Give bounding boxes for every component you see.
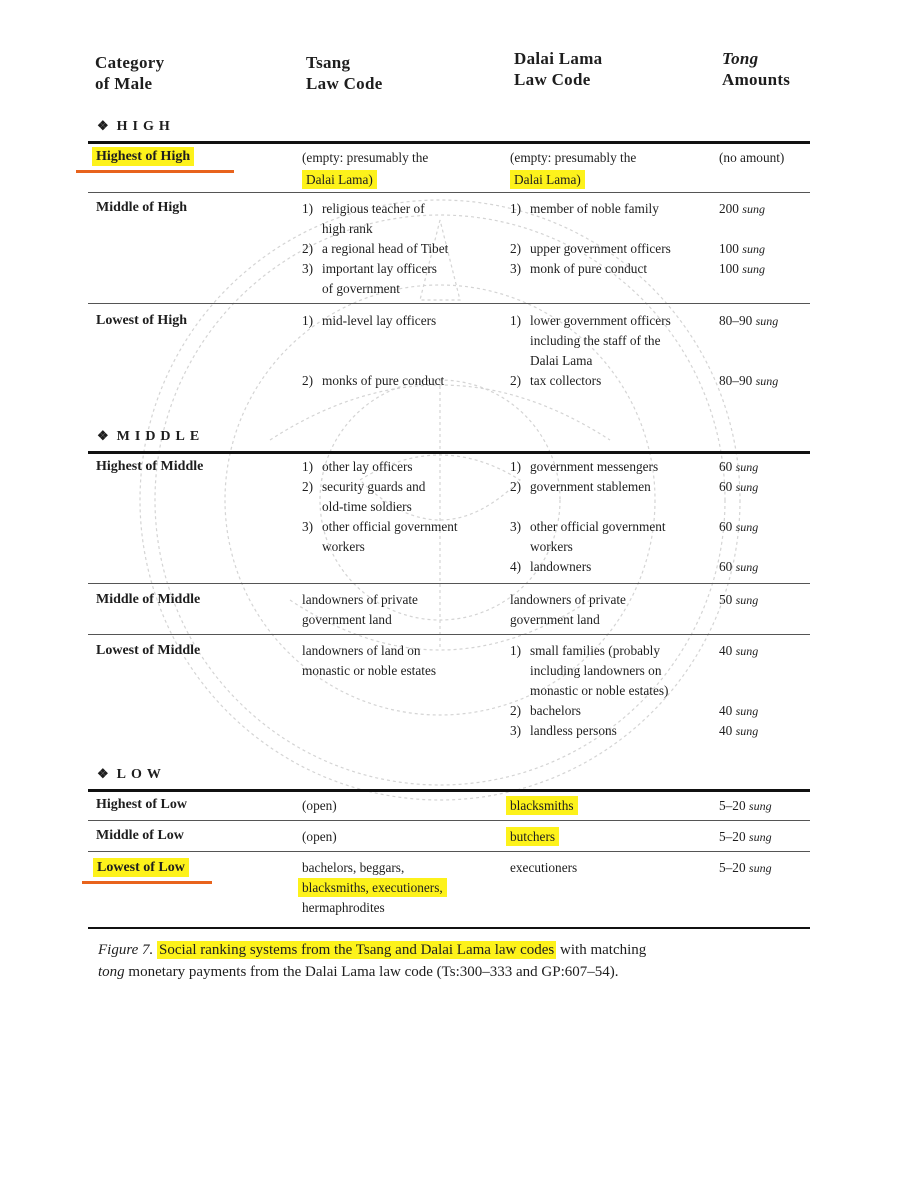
dalai-cell: 1) member of noble family 2) upper government officers 3) monk of pure conduct — [510, 201, 671, 276]
row-rule — [88, 634, 810, 635]
section-high: ❖ HIGH — [97, 118, 175, 134]
tsang-cell: (empty: presumably the Dalai Lama) — [302, 150, 429, 187]
tsang-cell: 1) other lay officers 2) security guards and old-time soldiers 3) other official government workers — [302, 459, 458, 554]
amount-cell: 60 sung 60 sung 60 sung 60 sung — [719, 459, 759, 574]
tsang-cell: 1) mid-level lay officers 2) monks of pure conduct — [302, 313, 445, 388]
dalai-cell: 1) government messengers 2) government stablemen 3) other official government workers 4) landowners — [510, 459, 666, 574]
amount-cell: 5–20 sung — [719, 798, 772, 813]
amount-cell: (no amount) — [719, 150, 785, 165]
dalai-cell: 1) lower government officers including the staff of the Dalai Lama 2) tax collectors — [510, 313, 671, 388]
category-label: Highest of Low — [96, 797, 187, 812]
dalai-cell: blacksmiths — [506, 796, 578, 816]
amount-cell: 40 sung 40 sung 40 sung — [719, 643, 759, 738]
section-low: ❖ LOW — [97, 766, 166, 782]
figure-caption: Figure 7. Social ranking systems from the Tsang and Dalai Lama law codes with matching tong monetary payments from the Dalai Lama law code (Ts:300–333 and GP:607–54). — [98, 942, 647, 980]
section-rule — [88, 451, 810, 454]
category-underline — [76, 170, 234, 173]
category-underline — [82, 881, 212, 884]
category-label: Middle of Middle — [96, 592, 201, 607]
diamond-bullet-icon: ❖ — [97, 766, 109, 781]
dalai-cell: landowners of private government land — [510, 592, 626, 627]
section-rule — [88, 789, 810, 792]
amount-cell: 80–90 sung 80–90 sung — [719, 313, 779, 388]
row-rule — [88, 820, 810, 821]
tsang-cell: landowners of land on monastic or noble estates — [302, 643, 437, 678]
diamond-bullet-icon: ❖ — [97, 428, 109, 443]
category-label: Highest of Middle — [96, 459, 204, 474]
section-middle: ❖ MIDDLE — [97, 428, 205, 444]
row-rule — [88, 851, 810, 852]
dalai-cell: (empty: presumably the Dalai Lama) — [510, 150, 637, 187]
category-label: Lowest of High — [96, 313, 187, 328]
dalai-cell: 1) small families (probably including landowners on monastic or noble estates) 2) bachelors 3) landless persons — [510, 643, 669, 738]
amount-cell: 5–20 sung — [719, 860, 772, 875]
table-bottom-rule — [88, 927, 810, 929]
diamond-bullet-icon: ❖ — [97, 118, 109, 133]
amount-cell: 5–20 sung — [719, 829, 772, 844]
tsang-cell: (open) — [302, 798, 337, 813]
category-label: Lowest of Middle — [96, 643, 201, 658]
header-dalai-lama: Dalai Lama Law Code — [514, 49, 603, 89]
category-label: Lowest of Low — [93, 860, 189, 876]
tsang-cell: (open) — [302, 829, 337, 844]
dalai-cell: executioners — [510, 860, 578, 875]
row-rule — [88, 583, 810, 584]
tsang-cell: landowners of private government land — [302, 592, 418, 627]
row-rule — [88, 192, 810, 193]
category-label: Middle of Low — [96, 828, 184, 843]
category-label: Middle of High — [96, 200, 188, 215]
header-tong: Tong Amounts — [722, 49, 791, 89]
row-rule — [88, 303, 810, 304]
category-label: Highest of High — [92, 149, 194, 165]
section-rule — [88, 141, 810, 144]
header-tsang: Tsang Law Code — [306, 53, 383, 93]
tsang-cell: bachelors, beggars, blacksmiths, executioners, hermaphrodites — [302, 858, 447, 918]
header-category: Category of Male — [95, 53, 165, 93]
amount-cell: 50 sung — [719, 592, 759, 607]
dalai-cell: butchers — [506, 827, 559, 847]
tsang-cell: 1) religious teacher of high rank 2) a regional head of Tibet 3) important lay officers of government — [302, 201, 449, 296]
amount-cell: 200 sung 100 sung 100 sung — [719, 201, 765, 276]
